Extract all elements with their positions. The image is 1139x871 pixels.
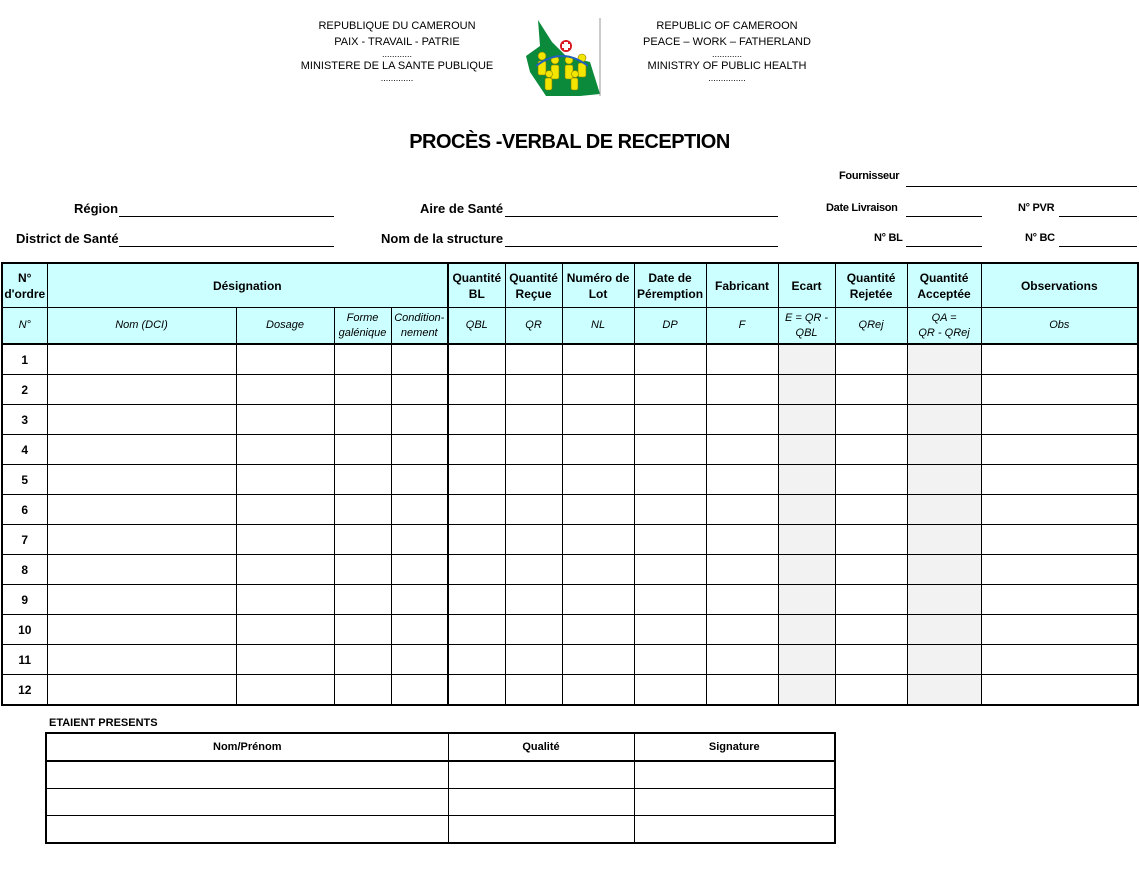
cell-dosage[interactable] <box>236 405 334 435</box>
presents-row <box>46 816 835 844</box>
row-number: 11 <box>2 645 47 675</box>
cell-obs[interactable] <box>981 675 1138 706</box>
cell-dosage[interactable] <box>236 555 334 585</box>
col-numero-lot: Numéro de Lot <box>562 263 634 308</box>
cell-forme-galenique[interactable] <box>334 675 391 706</box>
cell-nom-dci[interactable] <box>47 495 236 525</box>
table-row <box>2 375 1138 405</box>
page-title: PROCÈS -VERBAL DE RECEPTION <box>409 131 730 153</box>
cell-nl[interactable] <box>562 615 634 645</box>
sub-nl: NL <box>562 308 634 345</box>
n-pvr-field[interactable] <box>1059 216 1137 217</box>
n-pvr-label: N° PVR <box>1018 202 1055 214</box>
presents-title: ETAIENT PRESENTS <box>49 717 158 729</box>
cell-qa[interactable] <box>907 645 981 675</box>
cell-qrej[interactable] <box>835 585 907 615</box>
cell-qr[interactable] <box>505 585 562 615</box>
cell-obs[interactable] <box>981 585 1138 615</box>
presents-row <box>46 761 835 789</box>
district-de-sante-field[interactable] <box>119 246 334 247</box>
cell-conditionnement[interactable] <box>391 645 448 675</box>
cell-ecart[interactable] <box>778 675 835 706</box>
header-left-line3: MINISTERE DE LA SANTE PUBLIQUE <box>300 60 494 72</box>
col-quantite-rejetee: Quantité Rejetée <box>835 263 907 308</box>
cell-qrej[interactable] <box>835 375 907 405</box>
cell-conditionnement[interactable] <box>391 585 448 615</box>
aire-de-sante-label: Aire de Santé <box>420 201 504 216</box>
header-left-dots1: ............ <box>381 49 412 59</box>
cell-qrej[interactable] <box>835 495 907 525</box>
cell-nom-dci[interactable] <box>47 405 236 435</box>
col-observations: Observations <box>981 263 1138 308</box>
cell-dp[interactable] <box>634 555 706 585</box>
cell-nl[interactable] <box>562 344 634 375</box>
sub-qa-formula: QA = QR - QRej <box>907 308 981 345</box>
cell-nl[interactable] <box>562 645 634 675</box>
sub-obs: Obs <box>981 308 1138 345</box>
region-field[interactable] <box>119 216 334 217</box>
cell-f[interactable] <box>706 495 778 525</box>
sub-n: N° <box>2 308 47 345</box>
district-de-sante-label: District de Santé <box>16 231 119 246</box>
cell-f[interactable] <box>706 675 778 706</box>
table-row <box>2 675 1138 706</box>
cell-forme-galenique[interactable] <box>334 525 391 555</box>
fournisseur-field[interactable] <box>906 186 1137 187</box>
cell-obs[interactable] <box>981 495 1138 525</box>
cell-qa[interactable] <box>907 405 981 435</box>
table-row <box>2 435 1138 465</box>
nom-de-la-structure-field[interactable] <box>505 246 778 247</box>
cell-forme-galenique[interactable] <box>334 495 391 525</box>
row-number: 12 <box>2 675 47 706</box>
cell-obs[interactable] <box>981 615 1138 645</box>
cell-qr[interactable] <box>505 465 562 495</box>
presents-cell[interactable] <box>634 816 835 844</box>
cell-ecart[interactable] <box>778 495 835 525</box>
n-bl-field[interactable] <box>906 246 982 247</box>
cell-qa[interactable] <box>907 465 981 495</box>
cell-forme-galenique[interactable] <box>334 375 391 405</box>
cell-f[interactable] <box>706 645 778 675</box>
cell-qbl[interactable] <box>448 495 505 525</box>
cell-nom-dci[interactable] <box>47 645 236 675</box>
presents-col-qualite: Qualité <box>448 733 634 761</box>
n-bl-label: N° BL <box>874 232 903 244</box>
cell-ecart[interactable] <box>778 435 835 465</box>
table-row <box>2 555 1138 585</box>
cell-qr[interactable] <box>505 405 562 435</box>
cell-conditionnement[interactable] <box>391 344 448 375</box>
cell-qa[interactable] <box>907 435 981 465</box>
cell-dosage[interactable] <box>236 675 334 706</box>
cell-qa[interactable] <box>907 555 981 585</box>
cell-dosage[interactable] <box>236 344 334 375</box>
row-number: 5 <box>2 465 47 495</box>
cell-f[interactable] <box>706 435 778 465</box>
cell-dp[interactable] <box>634 344 706 375</box>
cell-nl[interactable] <box>562 525 634 555</box>
cell-dp[interactable] <box>634 405 706 435</box>
cell-qbl[interactable] <box>448 675 505 706</box>
region-label: Région <box>74 201 119 216</box>
cell-qrej[interactable] <box>835 435 907 465</box>
sub-conditionnement: Condition- nement <box>391 308 448 345</box>
table-header-row <box>2 263 1138 308</box>
presents-row <box>46 789 835 816</box>
cell-obs[interactable] <box>981 435 1138 465</box>
row-number: 7 <box>2 525 47 555</box>
cell-nom-dci[interactable] <box>47 344 236 375</box>
header-right-dots2: ............... <box>708 73 746 83</box>
cell-forme-galenique[interactable] <box>334 435 391 465</box>
table-row <box>2 615 1138 645</box>
cell-qbl[interactable] <box>448 645 505 675</box>
cell-f[interactable] <box>706 585 778 615</box>
cell-qbl[interactable] <box>448 405 505 435</box>
cell-ecart[interactable] <box>778 645 835 675</box>
cell-qbl[interactable] <box>448 615 505 645</box>
cell-qr[interactable] <box>505 615 562 645</box>
cell-obs[interactable] <box>981 405 1138 435</box>
sub-dp: DP <box>634 308 706 345</box>
aire-de-sante-field[interactable] <box>505 216 778 217</box>
cell-ecart[interactable] <box>778 405 835 435</box>
cell-forme-galenique[interactable] <box>334 555 391 585</box>
cell-dp[interactable] <box>634 435 706 465</box>
cell-qbl[interactable] <box>448 465 505 495</box>
cell-conditionnement[interactable] <box>391 495 448 525</box>
date-livraison-field[interactable] <box>906 216 982 217</box>
cell-nom-dci[interactable] <box>47 465 236 495</box>
cell-dosage[interactable] <box>236 435 334 465</box>
cell-dp[interactable] <box>634 675 706 706</box>
cell-conditionnement[interactable] <box>391 525 448 555</box>
presents-table <box>45 732 836 844</box>
header-left-dots2: ............. <box>380 73 414 83</box>
row-number: 4 <box>2 435 47 465</box>
cell-nl[interactable] <box>562 435 634 465</box>
presents-cell[interactable] <box>46 761 448 789</box>
n-bc-label: N° BC <box>1025 232 1055 244</box>
cell-nom-dci[interactable] <box>47 555 236 585</box>
cell-ecart[interactable] <box>778 344 835 375</box>
row-number: 2 <box>2 375 47 405</box>
cell-dosage[interactable] <box>236 495 334 525</box>
cell-qa[interactable] <box>907 675 981 706</box>
cell-qa[interactable] <box>907 525 981 555</box>
cell-qbl[interactable] <box>448 435 505 465</box>
cell-nom-dci[interactable] <box>47 585 236 615</box>
cell-qa[interactable] <box>907 585 981 615</box>
cell-qrej[interactable] <box>835 555 907 585</box>
cell-qr[interactable] <box>505 555 562 585</box>
table-subheader-row <box>2 308 1138 345</box>
cell-forme-galenique[interactable] <box>334 645 391 675</box>
cell-forme-galenique[interactable] <box>334 465 391 495</box>
col-n-ordre: N° d'ordre <box>2 263 47 308</box>
cell-ecart[interactable] <box>778 615 835 645</box>
cell-qrej[interactable] <box>835 675 907 706</box>
cell-conditionnement[interactable] <box>391 555 448 585</box>
table-row <box>2 525 1138 555</box>
fournisseur-label: Fournisseur <box>839 170 900 182</box>
cell-qr[interactable] <box>505 435 562 465</box>
cell-nl[interactable] <box>562 555 634 585</box>
cell-nl[interactable] <box>562 375 634 405</box>
presents-cell[interactable] <box>448 761 634 789</box>
cell-f[interactable] <box>706 525 778 555</box>
nom-de-la-structure-label: Nom de la structure <box>381 231 504 246</box>
presents-cell[interactable] <box>46 816 448 844</box>
cell-obs[interactable] <box>981 645 1138 675</box>
cell-qa[interactable] <box>907 375 981 405</box>
table-row <box>2 405 1138 435</box>
sub-nom-dci: Nom (DCI) <box>47 308 236 345</box>
cell-dosage[interactable] <box>236 525 334 555</box>
presents-cell[interactable] <box>46 789 448 816</box>
presents-cell[interactable] <box>634 761 835 789</box>
cell-conditionnement[interactable] <box>391 435 448 465</box>
cell-conditionnement[interactable] <box>391 405 448 435</box>
header-right-dots1: ............ <box>711 49 742 59</box>
presents-col-nom: Nom/Prénom <box>46 733 448 761</box>
header-left-line2: PAIX - TRAVAIL - PATRIE <box>334 36 460 48</box>
cell-qr[interactable] <box>505 675 562 706</box>
table-row <box>2 344 1138 375</box>
sub-dosage: Dosage <box>236 308 334 345</box>
cell-nl[interactable] <box>562 585 634 615</box>
col-ecart: Ecart <box>778 263 835 308</box>
cell-forme-galenique[interactable] <box>334 344 391 375</box>
cell-qrej[interactable] <box>835 615 907 645</box>
sub-ecart-formula: E = QR - QBL <box>778 308 835 345</box>
cell-forme-galenique[interactable] <box>334 585 391 615</box>
cell-qrej[interactable] <box>835 525 907 555</box>
cell-nom-dci[interactable] <box>47 375 236 405</box>
cell-dosage[interactable] <box>236 585 334 615</box>
cell-conditionnement[interactable] <box>391 465 448 495</box>
header-right <box>597 18 857 82</box>
cell-qbl[interactable] <box>448 375 505 405</box>
table-row <box>2 585 1138 615</box>
table-row <box>2 495 1138 525</box>
cell-dp[interactable] <box>634 585 706 615</box>
cell-nom-dci[interactable] <box>47 675 236 706</box>
cell-qr[interactable] <box>505 645 562 675</box>
date-livraison-label: Date Livraison <box>826 202 898 214</box>
row-number: 8 <box>2 555 47 585</box>
col-designation: Désignation <box>47 263 448 308</box>
cell-nl[interactable] <box>562 465 634 495</box>
cell-obs[interactable] <box>981 555 1138 585</box>
cell-qbl[interactable] <box>448 525 505 555</box>
cell-obs[interactable] <box>981 525 1138 555</box>
header-right-line3: MINISTRY OF PUBLIC HEALTH <box>647 60 807 72</box>
cell-qa[interactable] <box>907 495 981 525</box>
cell-dp[interactable] <box>634 525 706 555</box>
cell-dosage[interactable] <box>236 615 334 645</box>
cell-conditionnement[interactable] <box>391 375 448 405</box>
cell-f[interactable] <box>706 615 778 645</box>
cell-dp[interactable] <box>634 615 706 645</box>
presents-cell[interactable] <box>448 789 634 816</box>
cell-ecart[interactable] <box>778 585 835 615</box>
table-row <box>2 645 1138 675</box>
cell-qr[interactable] <box>505 344 562 375</box>
cell-nom-dci[interactable] <box>47 435 236 465</box>
cell-obs[interactable] <box>981 375 1138 405</box>
cell-qrej[interactable] <box>835 405 907 435</box>
table-row <box>2 465 1138 495</box>
cell-nl[interactable] <box>562 675 634 706</box>
cell-conditionnement[interactable] <box>391 675 448 706</box>
cell-nom-dci[interactable] <box>47 525 236 555</box>
cell-dp[interactable] <box>634 375 706 405</box>
cell-obs[interactable] <box>981 344 1138 375</box>
cell-nom-dci[interactable] <box>47 615 236 645</box>
sub-f: F <box>706 308 778 345</box>
cell-f[interactable] <box>706 375 778 405</box>
cell-qrej[interactable] <box>835 344 907 375</box>
cell-qr[interactable] <box>505 525 562 555</box>
n-bc-field[interactable] <box>1059 246 1137 247</box>
cell-qr[interactable] <box>505 375 562 405</box>
row-number: 9 <box>2 585 47 615</box>
header-right-line1: REPUBLIC OF CAMEROON <box>656 20 798 32</box>
cell-qbl[interactable] <box>448 555 505 585</box>
header-right-line2: PEACE – WORK – FATHERLAND <box>643 36 811 48</box>
cell-nl[interactable] <box>562 405 634 435</box>
cell-nl[interactable] <box>562 495 634 525</box>
col-quantite-acceptee: Quantité Acceptée <box>907 263 981 308</box>
sub-qr: QR <box>505 308 562 345</box>
cell-forme-galenique[interactable] <box>334 615 391 645</box>
cell-ecart[interactable] <box>778 375 835 405</box>
cell-dp[interactable] <box>634 645 706 675</box>
presents-col-signature: Signature <box>634 733 835 761</box>
cell-qbl[interactable] <box>448 344 505 375</box>
cell-dosage[interactable] <box>236 375 334 405</box>
header-left-line1: REPUBLIQUE DU CAMEROUN <box>318 20 476 32</box>
row-number: 1 <box>2 344 47 375</box>
cell-qbl[interactable] <box>448 585 505 615</box>
cell-dosage[interactable] <box>236 465 334 495</box>
cell-qrej[interactable] <box>835 465 907 495</box>
header-left <box>267 18 527 82</box>
cell-conditionnement[interactable] <box>391 615 448 645</box>
cell-f[interactable] <box>706 405 778 435</box>
cell-dp[interactable] <box>634 465 706 495</box>
row-number: 6 <box>2 495 47 525</box>
row-number: 10 <box>2 615 47 645</box>
sub-qrej: QRej <box>835 308 907 345</box>
col-quantite-bl: Quantité BL <box>448 263 505 308</box>
cell-ecart[interactable] <box>778 465 835 495</box>
presents-cell[interactable] <box>634 789 835 816</box>
cell-qa[interactable] <box>907 615 981 645</box>
col-fabricant: Fabricant <box>706 263 778 308</box>
sub-qbl: QBL <box>448 308 505 345</box>
cell-qr[interactable] <box>505 495 562 525</box>
sub-forme-galenique: Forme galénique <box>334 308 391 345</box>
reception-table <box>1 262 1139 706</box>
presents-header-row <box>46 733 835 761</box>
cell-qa[interactable] <box>907 344 981 375</box>
cell-f[interactable] <box>706 344 778 375</box>
cell-qrej[interactable] <box>835 645 907 675</box>
cell-dosage[interactable] <box>236 645 334 675</box>
cameroon-health-logo-icon <box>522 16 602 98</box>
col-date-peremption: Date de Péremption <box>634 263 706 308</box>
cell-f[interactable] <box>706 465 778 495</box>
cell-ecart[interactable] <box>778 555 835 585</box>
cell-f[interactable] <box>706 555 778 585</box>
cell-obs[interactable] <box>981 465 1138 495</box>
col-quantite-recue: Quantité Reçue <box>505 263 562 308</box>
cell-forme-galenique[interactable] <box>334 405 391 435</box>
cell-ecart[interactable] <box>778 525 835 555</box>
row-number: 3 <box>2 405 47 435</box>
presents-cell[interactable] <box>448 816 634 844</box>
cell-dp[interactable] <box>634 495 706 525</box>
